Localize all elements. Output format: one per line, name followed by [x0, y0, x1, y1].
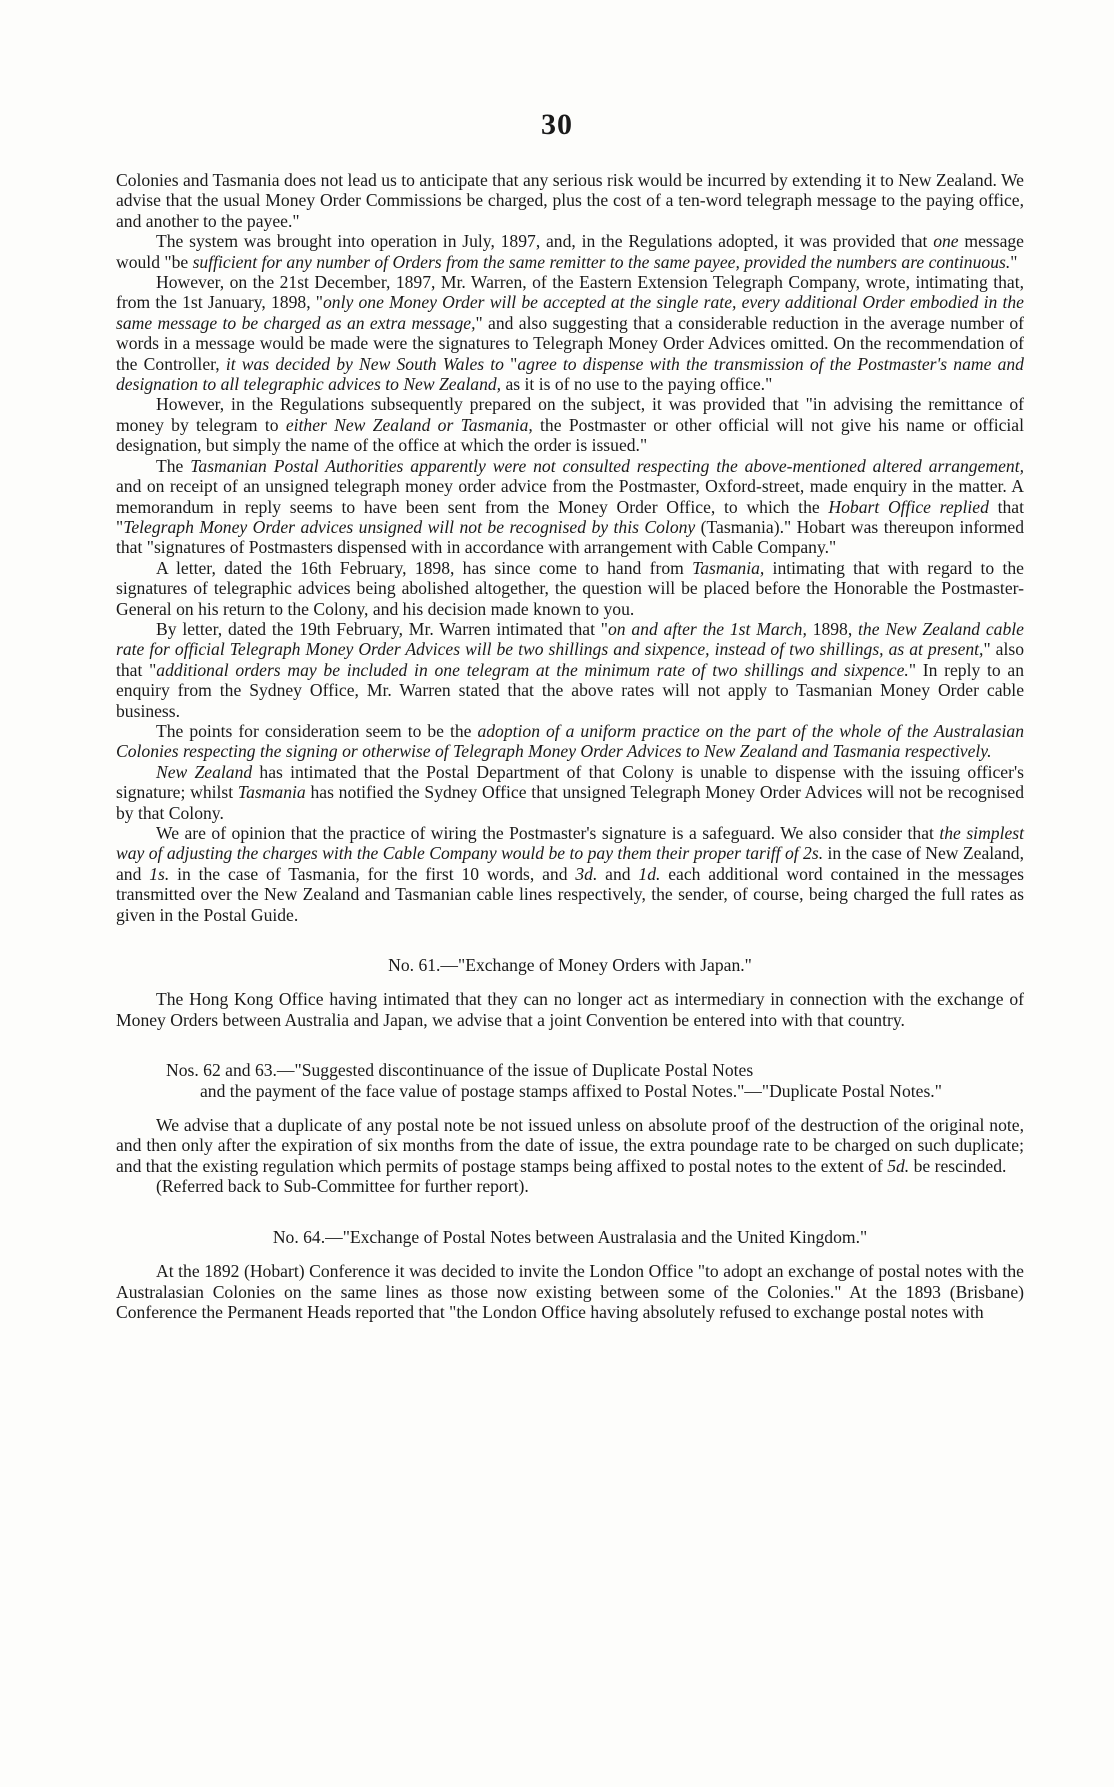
italic-text: Tasmanian Postal Authorities apparently were not consulted respecting the above-mentioned altered arrangement,: [190, 455, 1024, 476]
page-number: 30: [541, 108, 573, 141]
italic-text: either New Zealand or Tasmania,: [285, 414, 533, 435]
paragraph: However, on the 21st December, 1897, Mr. Warren, of the Eastern Extension Telegraph Company, wrote, intimating that, from the 1st January, 1898, "only one Money Order will be accepted at the single rate, every additional Order embodied in the same message to be charged as an extra message," and also suggesting that a considerable reduction in the average number of words in a message would be made were the signatures to Telegraph Money Order Advices omitted. On the recommendation of the Controller, it was decided by New South Wales to "agree to dispense with the transmission of the Postmaster's name and designation to all telegraphic advices to New Zealand, as it is of no use to the paying office.": [116, 272, 1024, 395]
italic-text: the New Zealand cable rate for official Telegraph Money Order Advices will be two shillings and sixpence, instead of two shillings, as at present,: [116, 618, 1024, 660]
paragraph: A letter, dated the 16th February, 1898, has since come to hand from Tasmania, intimating that with regard to the signatures of telegraphic advices being abolished altogether, the question will be placed before the Honorable the Postmaster-General on his return to the Colony, and his decision made known to you.: [116, 557, 1024, 619]
italic-text: Tasmania,: [692, 557, 765, 578]
italic-text: sufficient for any number of Orders from the same remitter to the same payee, provided the numbers are continuous.: [192, 251, 1011, 272]
italic-text: on and after the 1st March,: [607, 618, 807, 639]
italic-text: Telegraph Money Order advices unsigned will not be recognised by this Colony: [123, 516, 696, 537]
section-body-61: The Hong Kong Office having intimated that they can no longer act as intermediary in connection with the exchange of Money Orders between Australia and Japan, we advise that a joint Convention be entered into with that country.: [116, 989, 1024, 1030]
italic-text: Hobart Office replied: [828, 496, 989, 517]
section-body-62-63: We advise that a duplicate of any postal note be not issued unless on absolute proof of the destruction of the original note, and then only after the expiration of six months from the date of issue, the extra poundage rate to be charged on such duplicate; and that the existing regulation which permits of postage stamps being affixed to postal notes to the extent of 5d. be rescinded.: [116, 1115, 1024, 1176]
italic-text: only one Money Order will be accepted at the single rate, every additional Order embodied in the same message to be charged as an extra message,: [116, 292, 1024, 333]
italic-text: New Zealand: [156, 761, 253, 782]
paragraph: The system was brought into operation in July, 1897, and, in the Regulations adopted, it was provided that one message would "be sufficient for any number of Orders from the same remitter to the same payee, provided the numbers are continuous.": [116, 231, 1024, 272]
italic-text: it was decided by New South Wales to: [225, 353, 504, 374]
italic-text: 3d.: [575, 863, 598, 884]
section-heading-line: and the payment of the face value of postage stamps affixed to Postal Notes."—"Duplicate Postal Notes.": [200, 1080, 942, 1101]
section-heading-64: No. 64.—"Exchange of Postal Notes between Australasia and the United Kingdom.": [272, 1226, 868, 1247]
italic-text: additional orders may be included in one telegram at the minimum rate of two shillings and sixpence.: [156, 659, 909, 680]
section-note: (Referred back to Sub-Committee for further report).: [156, 1176, 529, 1197]
section-heading-line: Nos. 62 and 63.—"Suggested discontinuance of the issue of Duplicate Postal Notes: [166, 1060, 754, 1081]
paragraph: The Tasmanian Postal Authorities apparently were not consulted respecting the above-mentioned altered arrangement, and on receipt of an unsigned telegraph money order advice from the Postmaster, Oxford-street, made enquiry in the matter. A memorandum in reply seems to have been sent from the Money Order Office, to which the Hobart Office replied that "Telegraph Money Order advices unsigned will not be recognised by this Colony (Tasmania)." Hobart was thereupon informed that "signatures of Postmasters dispensed with in accordance with arrangement with Cable Company.": [116, 455, 1024, 558]
section-heading-61: No. 61.—"Exchange of Money Orders with Japan.": [388, 955, 752, 976]
paragraph: We are of opinion that the practice of wiring the Postmaster's signature is a safeguard. We also consider that the simplest way of adjusting the charges with the Cable Company would be to pay them their proper tariff of 2s. in the case of New Zealand, and 1s. in the case of Tasmania, for the first 10 words, and 3d. and 1d. each additional word contained in the messages transmitted over the New Zealand and Tasmanian cable lines respectively, the sender, of course, being charged the full rates as given in the Postal Guide.: [116, 823, 1025, 925]
paragraph: By letter, dated the 19th February, Mr. Warren intimated that "on and after the 1st March, 1898, the New Zealand cable rate for official Telegraph Money Order Advices will be two shillings and sixpence, instead of two shillings, as at present," also that "additional orders may be included in one telegram at the minimum rate of two shillings and sixpence." In reply to an enquiry from the Sydney Office, Mr. Warren stated that the above rates will not apply to Tasmanian Money Order cable business.: [116, 618, 1025, 721]
italic-text: 1s.: [149, 863, 170, 884]
paragraph: Colonies and Tasmania does not lead us to anticipate that any serious risk would be incurred by extending it to New Zealand. We advise that the usual Money Order Commissions be charged, plus the cost of a ten-word telegraph message to the paying office, and another to the payee.": [116, 170, 1024, 231]
section-heading-62-63: [166, 1060, 966, 1101]
italic-text: 5d.: [887, 1155, 910, 1176]
italic-text: one: [933, 231, 959, 252]
paragraph: New Zealand has intimated that the Postal Department of that Colony is unable to dispense with the issuing officer's signature; whilst Tasmania has notified the Sydney Office that unsigned Telegraph Money Order Advices will not be recognised by that Colony.: [116, 761, 1024, 823]
document-body: [116, 170, 1024, 1322]
italic-text: 1d.: [638, 863, 661, 884]
section-body-64: At the 1892 (Hobart) Conference it was decided to invite the London Office "to adopt an exchange of postal notes with the Australasian Colonies on the same lines as those now existing between some of the Colonies." At the 1893 (Brisbane) Conference the Permanent Heads reported that "the London Office having absolutely refused to exchange postal notes with: [116, 1261, 1024, 1322]
italic-text: agree to dispense with the transmission of the Postmaster's name and designation to all telegraphic advices to New Zealand,: [116, 353, 1024, 395]
paragraph: The points for consideration seem to be the adoption of a uniform practice on the part of the whole of the Australasian Colonies respecting the signing or otherwise of Telegraph Money Order Advices to New Zealand and Tasmania respectively.: [116, 720, 1024, 762]
italic-text: Tasmania: [237, 782, 306, 803]
italic-text: adoption of a uniform practice on the part of the whole of the Australasian Colonies respecting the signing or otherwise of Telegraph Money Order Advices to New Zealand and Tasmania respectively.: [116, 720, 1024, 762]
italic-text: the simplest way of adjusting the charges with the Cable Company would be to pay them their proper tariff of 2s.: [116, 823, 1025, 864]
paragraph: However, in the Regulations subsequently prepared on the subject, it was provided that "in advising the remittance of money by telegram to either New Zealand or Tasmania, the Postmaster or other official will not give his name or official designation, but simply the name of the office at which the order is issued.": [116, 394, 1024, 456]
